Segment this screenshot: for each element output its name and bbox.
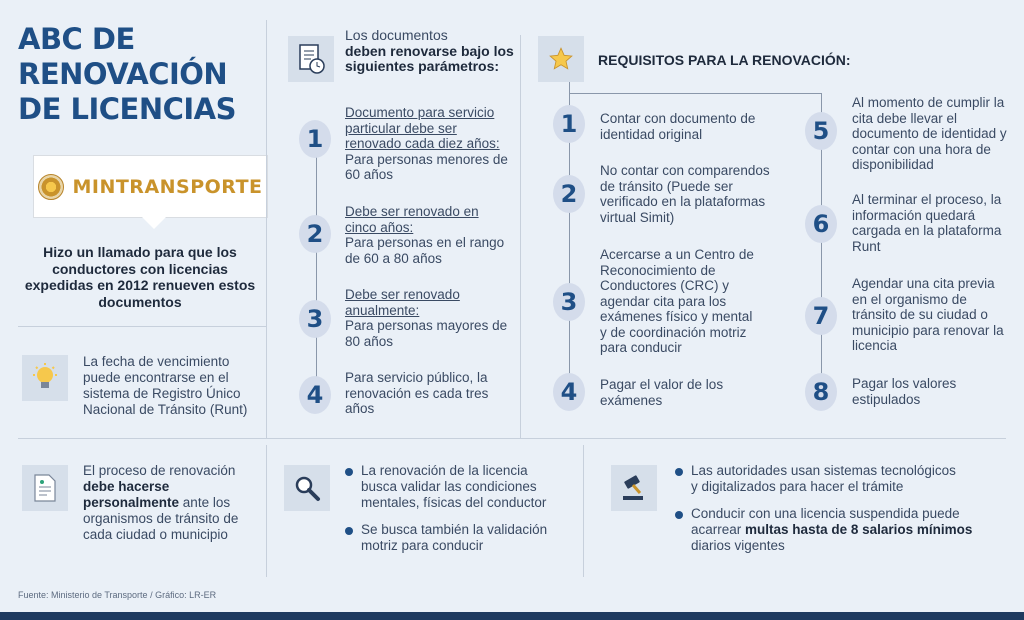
req-item-5: Al momento de cumplir la cita debe llevar el documento de identidad y contar con una hora de disponibilidad (852, 95, 1007, 172)
title-line-2: RENOVACIÓN (18, 57, 228, 91)
divider (520, 35, 521, 438)
doc-item-2 (345, 204, 510, 266)
bottom-right-text-2-post: diarios vigentes (691, 538, 785, 553)
bottom-mid-text-2: Se busca también la validación motriz para conducir (361, 522, 548, 553)
source-footer: Fuente: Ministerio de Transporte / Gráfico: LR-ER (18, 590, 217, 600)
document-clock-icon (288, 36, 334, 82)
req-number-2: 2 (553, 175, 585, 213)
req-connector (569, 93, 822, 94)
bottom-mid-item-1 (345, 463, 560, 511)
doc-item-3 (345, 287, 510, 349)
bottom-right-list (675, 463, 995, 554)
req-number-3: 3 (553, 283, 585, 321)
docs-header-bold: deben renovarse bajo los siguientes parámetros: (345, 42, 514, 74)
doc-item-1-title: Documento para servicio particular debe ser renovado cada diez años: (345, 105, 500, 151)
req-number-6: 6 (805, 205, 837, 243)
bullet-dot (675, 511, 683, 519)
bottom-right-item-2 (675, 506, 995, 554)
req-item-3: Acercarse a un Centro de Reconocimiento de Conductores (CRC) y agendar cita para los exámenes físico y mental y de coordinación motriz para conducir (600, 247, 754, 355)
bottom-right-text-2-pre: Conducir con una licencia suspendida puede acarrear (691, 506, 960, 537)
bottom-left-text (83, 463, 258, 543)
requisitos-header: REQUISITOS PARA LA RENOVACIÓN: (598, 52, 851, 68)
gavel-icon (611, 465, 657, 511)
bullet-dot (345, 527, 353, 535)
mintransporte-logo (33, 155, 268, 218)
bottom-left-post: ante los organismos de tránsito de cada ciudad o municipio (83, 495, 239, 542)
req-item-2: No contar con comparendos de tránsito (Puede ser verificado en la plataformas virtual Simit) (600, 163, 770, 225)
doc-number-3: 3 (299, 300, 331, 338)
doc-number-2: 2 (299, 215, 331, 253)
doc-number-1: 1 (299, 120, 331, 158)
page-title (18, 22, 268, 127)
bullet-dot (675, 468, 683, 476)
bottom-mid-text-1: La renovación de la licencia busca validar las condiciones mentales, físicas del conductor (361, 463, 547, 510)
lightbulb-icon (22, 355, 68, 401)
document-icon (22, 465, 68, 511)
req-number-7: 7 (805, 297, 837, 335)
docs-header (345, 28, 515, 75)
req-number-5: 5 (805, 112, 837, 150)
bottom-right-text-2 (691, 506, 991, 554)
bullet-dot (345, 468, 353, 476)
divider (583, 445, 584, 577)
bottom-mid-item-2 (345, 522, 560, 554)
doc-item-3-title: Debe ser renovado anualmente: (345, 287, 460, 318)
magnifier-icon (284, 465, 330, 511)
req-number-1: 1 (553, 105, 585, 143)
bottom-mid-list (345, 463, 560, 554)
req-item-4: Pagar el valor de los exámenes (600, 377, 724, 408)
fecha-info-text: La fecha de vencimiento puede encontrarse en el sistema de Registro Único Nacional de Tránsito (Runt) (83, 354, 248, 417)
bottom-left-pre: El proceso de renovación (83, 463, 236, 478)
divider (266, 445, 267, 577)
req-item-8: Pagar los valores estipulados (852, 376, 957, 407)
bottom-right-item-1 (675, 463, 995, 495)
callout-text: Hizo un llamado para que los conductores con licencias expedidas en 2012 renueven estos documentos (24, 244, 256, 310)
doc-item-4-text: Para servicio público, la renovación es cada tres años (345, 370, 489, 416)
title-line-1: ABC DE (18, 22, 135, 56)
req-item-7: Agendar una cita previa en el organismo de tránsito de su ciudad o municipio para renovar la licencia (852, 276, 1004, 353)
doc-item-4 (345, 370, 495, 417)
divider (266, 20, 267, 438)
doc-item-2-text: Para personas en el rango de 60 a 80 años (345, 235, 505, 266)
doc-item-3-text: Para personas mayores de 80 años (345, 318, 508, 349)
divider (18, 326, 266, 327)
req-item-1: Contar con documento de identidad original (600, 111, 756, 142)
colombia-seal-icon (38, 174, 64, 200)
bottom-bar (0, 612, 1024, 620)
req-number-4: 4 (553, 373, 585, 411)
bottom-right-text-2-bold: multas hasta de 8 salarios mínimos (745, 522, 973, 537)
divider (18, 438, 1006, 439)
doc-item-1 (345, 105, 510, 183)
doc-item-1-text: Para personas menores de 60 años (345, 151, 508, 182)
req-number-8: 8 (805, 373, 837, 411)
doc-number-4: 4 (299, 376, 331, 414)
timeline-line (316, 140, 317, 395)
star-icon (538, 36, 584, 82)
docs-header-pre: Los documentos (345, 27, 448, 43)
logo-text: MINTRANSPORTE (72, 175, 263, 198)
req-item-6: Al terminar el proceso, la información quedará cargada en la plataforma Runt (852, 192, 1002, 254)
doc-item-2-title: Debe ser renovado en cinco años: (345, 204, 479, 235)
bottom-right-text-1: Las autoridades usan sistemas tecnológicos y digitalizados para hacer el trámite (691, 463, 956, 494)
title-line-3: DE LICENCIAS (18, 92, 237, 126)
bottom-left-bold: debe hacerse personalmente (83, 479, 180, 510)
